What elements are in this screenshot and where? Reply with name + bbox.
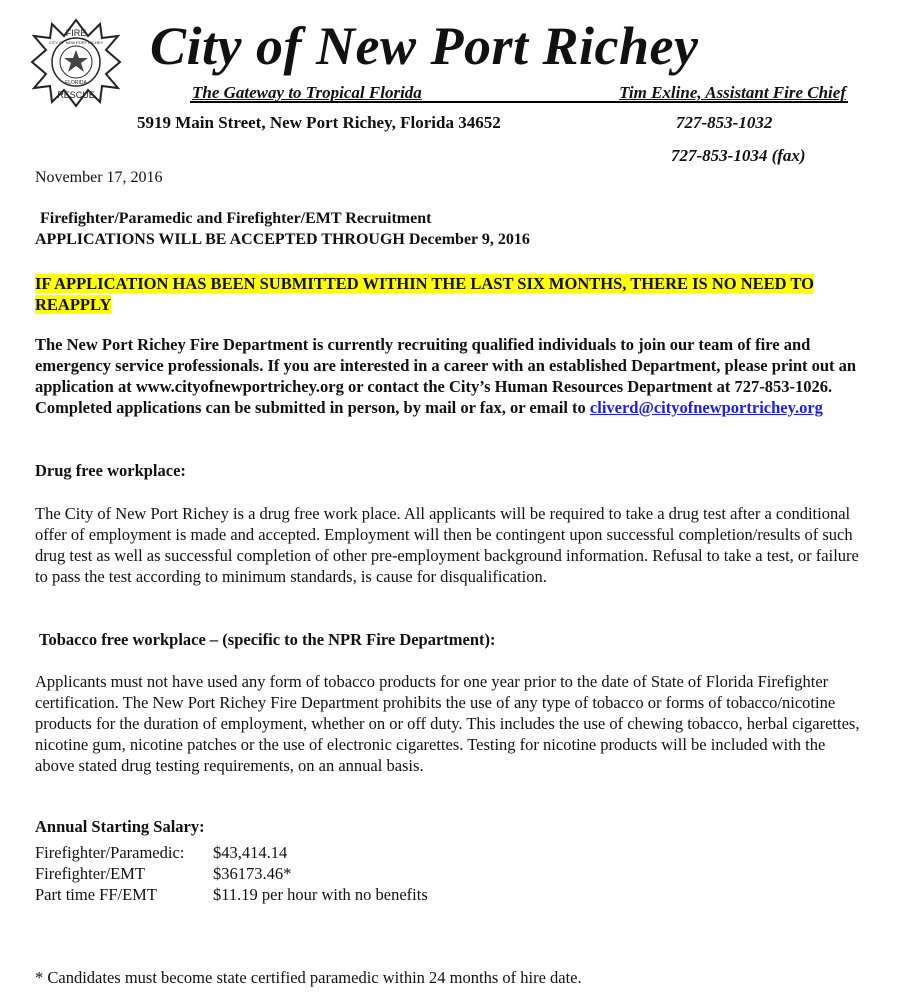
- salary-heading: Annual Starting Salary:: [35, 817, 205, 836]
- tobacco-free-heading: Tobacco free workplace – (specific to the NPR Fire Department):: [39, 630, 496, 649]
- assistant-fire-chief: Tim Exline, Assistant Fire Chief: [619, 83, 846, 102]
- logo-top-text: FIRE: [65, 28, 87, 38]
- logo-state-text: FLORIDA: [65, 80, 87, 86]
- recruitment-title: Firefighter/Paramedic and Firefighter/EMT Recruitment: [40, 210, 432, 227]
- fire-rescue-maltese-cross-icon: [28, 14, 124, 110]
- email-link[interactable]: cliverd@cityofnewportrichey.org: [589, 398, 823, 417]
- letter-date: November 17, 2016: [35, 169, 163, 186]
- fire-rescue-logo: [28, 14, 124, 110]
- header-rule: [190, 83, 848, 103]
- city-tagline: The Gateway to Tropical Florida: [192, 83, 422, 102]
- salary-position: Firefighter/EMT: [35, 864, 145, 883]
- phone-number: 727-853-1032: [676, 113, 773, 132]
- city-title: City of New Port Richey: [150, 16, 699, 76]
- salary-position: Part time FF/EMT: [35, 885, 157, 904]
- logo-bottom-text: RESCUE: [57, 90, 95, 100]
- salary-amount: $36173.46*: [213, 864, 292, 883]
- street-address: 5919 Main Street, New Port Richey, Florida 34652: [137, 113, 501, 132]
- salary-amount: $11.19 per hour with no benefits: [213, 885, 428, 904]
- intro-paragraph: [35, 334, 863, 418]
- drug-free-heading: Drug free workplace:: [35, 461, 186, 480]
- intro-text: The New Port Richey Fire Department is currently recruiting qualified individuals to join our team of fire and emergency service professionals. If you are interested in a career with an established Department, please print out an application at www.cityofnewportrichey.org or contact the City’s Human Resources Department at 727-853-1026. Completed applications can be submitted in person, by mail or fax, or email to: [35, 335, 857, 417]
- application-deadline: APPLICATIONS WILL BE ACCEPTED THROUGH December 9, 2016: [35, 231, 530, 248]
- fax-number: 727-853-1034 (fax): [671, 146, 806, 165]
- paramedic-footnote: * Candidates must become state certified paramedic within 24 months of hire date.: [35, 968, 582, 987]
- salary-position: Firefighter/Paramedic:: [35, 843, 185, 862]
- drug-free-paragraph: The City of New Port Richey is a drug free work place. All applicants will be required to take a drug test after a conditional offer of employment is made and accepted. Employment will then be contingent upon successful completion/results of such drug test as well as successful completion of other pre-employment background information. Refusal to take a test, or failure to pass the test according to minimum standards, is cause for disqualification.: [35, 504, 859, 586]
- logo-ring-text: CITY OF NEW PORT RICHEY: [48, 40, 104, 45]
- tobacco-free-paragraph: Applicants must not have used any form of tobacco products for one year prior to the date of State of Florida Firefighter certification. The New Port Richey Fire Department prohibits the use of any type of tobacco or forms of tobacco/nicotine products for the duration of employment, whether on or off duty. This includes the use of chewing tobacco, herbal cigarettes, nicotine gum, nicotine patches or the use of electronic cigarettes. Testing for nicotine products will be included with the above stated drug testing requirements, on an annual basis.: [35, 672, 860, 775]
- reapply-notice-text: IF APPLICATION HAS BEEN SUBMITTED WITHIN THE LAST SIX MONTHS, THERE IS NO NEED TO REAPPLY: [35, 274, 814, 314]
- reapply-notice: [35, 273, 855, 315]
- salary-amount: $43,414.14: [213, 843, 288, 862]
